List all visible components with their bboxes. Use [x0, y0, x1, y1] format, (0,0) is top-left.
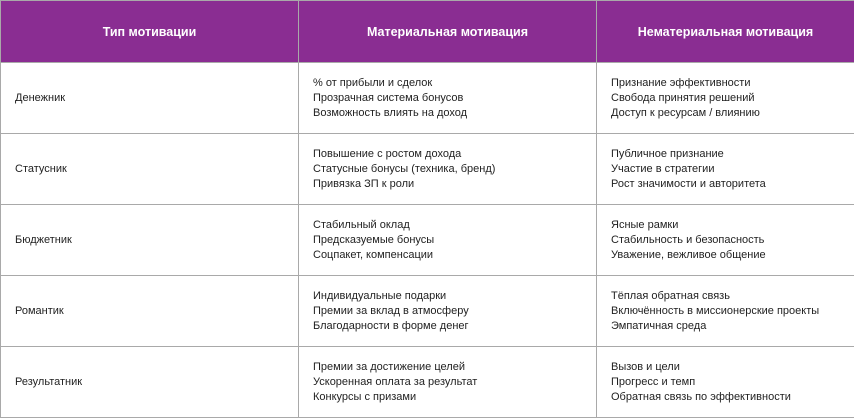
type-cell: Результатник — [1, 347, 299, 418]
nonmaterial-cell — [597, 63, 854, 134]
list-item: % от прибыли и сделок — [313, 76, 596, 91]
header-type: Тип мотивации — [1, 1, 299, 63]
list-item: Соцпакет, компенсации — [313, 248, 596, 263]
list-item: Премии за вклад в атмосферу — [313, 304, 596, 319]
type-cell: Романтик — [1, 276, 299, 347]
table-row — [1, 276, 854, 347]
nonmaterial-cell — [597, 347, 854, 418]
list-item: Прозрачная система бонусов — [313, 91, 596, 106]
list-item: Стабильный оклад — [313, 218, 596, 233]
material-cell — [299, 276, 597, 347]
list-item: Благодарности в форме денег — [313, 319, 596, 334]
list-item: Рост значимости и авторитета — [611, 177, 854, 192]
table-row — [1, 205, 854, 276]
list-item: Участие в стратегии — [611, 162, 854, 177]
nonmaterial-cell — [597, 276, 854, 347]
list-item: Эмпатичная среда — [611, 319, 854, 334]
header-material: Материальная мотивация — [299, 1, 597, 63]
type-cell: Бюджетник — [1, 205, 299, 276]
list-item: Стабильность и безопасность — [611, 233, 854, 248]
material-cell — [299, 205, 597, 276]
list-item: Признание эффективности — [611, 76, 854, 91]
list-item: Вызов и цели — [611, 360, 854, 375]
list-item: Ясные рамки — [611, 218, 854, 233]
nonmaterial-cell — [597, 205, 854, 276]
list-item: Тёплая обратная связь — [611, 289, 854, 304]
list-item: Доступ к ресурсам / влиянию — [611, 106, 854, 121]
material-cell — [299, 347, 597, 418]
list-item: Уважение, вежливое общение — [611, 248, 854, 263]
material-cell — [299, 63, 597, 134]
list-item: Статусные бонусы (техника, бренд) — [313, 162, 596, 177]
header-row — [1, 1, 854, 63]
header-nonmaterial: Нематериальная мотивация — [597, 1, 854, 63]
list-item: Привязка ЗП к роли — [313, 177, 596, 192]
nonmaterial-cell — [597, 134, 854, 205]
list-item: Прогресс и темп — [611, 375, 854, 390]
list-item: Возможность влиять на доход — [313, 106, 596, 121]
table-row — [1, 63, 854, 134]
list-item: Конкурсы с призами — [313, 390, 596, 405]
list-item: Свобода принятия решений — [611, 91, 854, 106]
list-item: Премии за достижение целей — [313, 360, 596, 375]
type-cell: Денежник — [1, 63, 299, 134]
list-item: Индивидуальные подарки — [313, 289, 596, 304]
material-cell — [299, 134, 597, 205]
list-item: Ускоренная оплата за результат — [313, 375, 596, 390]
type-cell: Статусник — [1, 134, 299, 205]
list-item: Включённость в миссионерские проекты — [611, 304, 854, 319]
table-row — [1, 347, 854, 418]
list-item: Публичное признание — [611, 147, 854, 162]
list-item: Повышение с ростом дохода — [313, 147, 596, 162]
list-item: Обратная связь по эффективности — [611, 390, 854, 405]
table-row — [1, 134, 854, 205]
list-item: Предсказуемые бонусы — [313, 233, 596, 248]
